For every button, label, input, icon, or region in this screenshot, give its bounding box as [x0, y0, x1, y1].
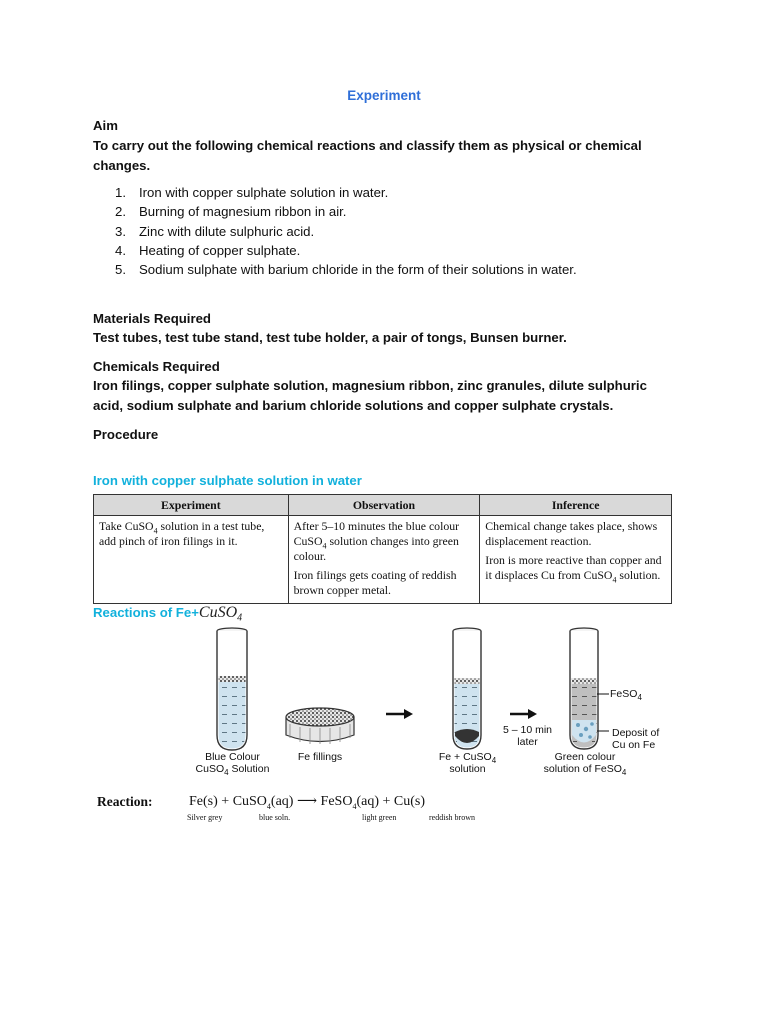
section-heading-iron: Iron with copper sulphate solution in water [93, 473, 362, 488]
tube2-label-line2: solution [449, 763, 486, 775]
subscript: 4 [153, 526, 158, 536]
observation-table [93, 494, 672, 604]
inference-text: Chemical change takes place, shows displacement reaction. [485, 519, 658, 548]
chemicals-text: Iron filings, copper sulphate solution, magnesium ribbon, zinc granules, dilute sulphuric acid, sodium sulphate and barium chloride solutions and copper sulphate crystals. [93, 378, 647, 413]
tube3-label-line2: solution of FeSO [543, 763, 622, 775]
experiment-text-rest: solution in a test tube, add pinch of iron filings in it. [99, 519, 265, 548]
list-item [93, 222, 693, 241]
list-item [93, 260, 693, 279]
tube1-label-line1: Blue Colour [205, 751, 260, 763]
product-cu: Cu(s) [393, 794, 426, 809]
header-experiment: Experiment [94, 495, 289, 516]
dish-label: Fe fillings [297, 751, 343, 763]
cell-inference [480, 516, 672, 604]
subscript: 4 [237, 612, 243, 624]
subscript: 4 [266, 801, 271, 811]
list-number: 2. [115, 204, 126, 220]
dish-fe-filings [286, 708, 354, 744]
tube1-label-line2: CuSO [195, 763, 225, 775]
tube2-label [425, 751, 510, 775]
reaction-arrow-icon: ⟶ [296, 794, 318, 809]
list-text: Sodium sulphate with barium chloride in the form of their solutions in water. [139, 262, 577, 278]
aim-heading: Aim [93, 118, 118, 133]
fe-note: Silver grey [187, 813, 223, 822]
cell-experiment [94, 516, 289, 604]
tube2-label-line1: Fe + CuSO [438, 751, 492, 763]
tube3-label-line1: Green colour [554, 751, 616, 763]
time-label-line1: 5 – 10 min [502, 724, 553, 736]
list-text: Zinc with dilute sulphuric acid. [139, 223, 315, 239]
subscript: 4 [352, 801, 357, 811]
list-text: Iron with copper sulphate solution in water. [139, 185, 389, 200]
materials-heading: Materials Required [93, 311, 211, 326]
header-observation: Observation [288, 495, 480, 516]
subscript: 4 [224, 768, 229, 778]
cuso4-formula: CuSO [232, 794, 267, 809]
observation-text-2: Iron filings gets coating of reddish brown copper metal. [293, 568, 457, 597]
cuso4-note: blue soln. [259, 813, 291, 822]
inference-text-2-rest: solution. [616, 568, 661, 582]
feso4-label-text: FeSO [610, 688, 638, 700]
reactant-fe: Fe(s) [189, 794, 218, 809]
procedure-heading: Procedure [93, 427, 159, 442]
list-number: 5. [115, 262, 126, 278]
arrow-icon [510, 709, 537, 719]
feso4-note: light green [362, 813, 397, 822]
reaction-label: Reaction: [97, 794, 153, 809]
deposit-label-line1: Deposit of [612, 727, 660, 739]
list-text: Heating of copper sulphate. [139, 242, 301, 258]
deposit-label-line2: Cu on Fe [612, 739, 656, 751]
list-number: 3. [115, 223, 126, 239]
observation-text-rest: solution changes into green colour. [293, 534, 459, 563]
subscript: 4 [491, 756, 497, 766]
page-title: Experiment [347, 88, 421, 103]
reactions-heading-text: Reactions of Fe+ [93, 605, 199, 620]
list-text: Burning of magnesium ribbon in air. [139, 204, 347, 220]
plus-sign: + [221, 794, 230, 809]
test-tube-green-feso4 [570, 628, 609, 749]
reaction-equation [189, 793, 425, 810]
test-tube-blue-cuso4 [217, 628, 247, 750]
inference-text-2: Iron is more reactive than copper and it displaces Cu from CuSO [485, 553, 662, 582]
feso4-state: (aq) [356, 794, 379, 809]
list-item [93, 202, 693, 221]
list-number: 4. [115, 242, 126, 258]
tube1-label-line2-rest: Solution [228, 763, 270, 775]
aim-text: To carry out the following chemical reactions and classify them as physical or chemical changes. [93, 138, 642, 173]
arrow-icon [386, 709, 413, 719]
cu-note: reddish brown [429, 813, 475, 822]
time-label-line2: later [517, 736, 538, 748]
materials-text: Test tubes, test tube stand, test tube holder, a pair of tongs, Bunsen burner. [93, 330, 567, 345]
reactions-heading-math: CuSO [198, 604, 238, 621]
list-item [93, 183, 693, 202]
header-inference: Inference [480, 495, 672, 516]
chemicals-heading: Chemicals Required [93, 359, 220, 374]
list-number: 1. [115, 185, 126, 200]
observation-text: After 5–10 minutes the blue colour CuSO [293, 519, 460, 548]
feso4-label [610, 688, 642, 703]
apparatus-figure [0, 620, 768, 780]
subscript: 4 [612, 575, 617, 585]
tube1-label [185, 751, 280, 778]
experiment-text: Take CuSO [99, 519, 154, 533]
reactions-list [93, 183, 693, 279]
time-label [495, 724, 560, 748]
list-item [93, 241, 693, 260]
product-feso4 [321, 794, 379, 809]
subscript: 4 [621, 768, 627, 778]
deposit-label [612, 727, 659, 751]
feso4-formula: FeSO [320, 794, 353, 809]
plus-sign: + [382, 794, 391, 809]
subscript: 4 [322, 541, 327, 551]
cuso4-state: (aq) [270, 794, 294, 809]
cell-observation [288, 516, 480, 604]
reactant-cuso4 [233, 794, 294, 809]
test-tube-fe-cuso4 [453, 628, 481, 749]
tube3-label [535, 751, 635, 778]
subscript: 4 [637, 693, 642, 703]
